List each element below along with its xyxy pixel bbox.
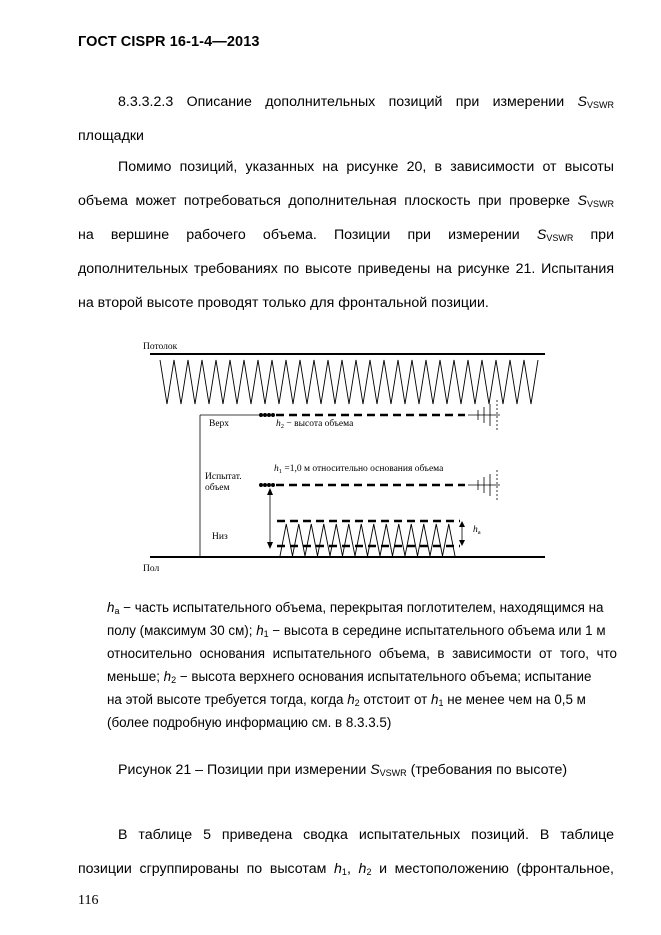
h2-antenna <box>468 400 500 430</box>
body1-line3-symbol: S <box>536 227 547 243</box>
ha-label: $h_a$ <box>473 525 481 536</box>
body1-line1: Помимо позиций, указанных на рисунке 20, в зависимости от высоты <box>118 159 614 175</box>
volume-label-line2: объем <box>205 483 230 493</box>
floor-label: Пол <box>143 564 160 574</box>
top-label: Верх <box>209 419 230 429</box>
h2-annotation: $h_2$ − высота объема <box>276 419 354 430</box>
section-title-text: Описание дополнительных позиций при измерении <box>186 94 565 110</box>
body1-line4: дополнительных требованиях по высоте приведены на рисунке 21. Испытания <box>78 261 614 277</box>
symbol-sub: VSWR <box>586 100 614 110</box>
page-number: 116 <box>78 893 99 908</box>
caption-line1: $h_a$ − часть испытательного объема, перекрытая поглотителем, находящимся на <box>107 600 604 616</box>
ceiling-label: Потолок <box>143 342 178 352</box>
caption-line5: на этой высоте требуется тогда, когда $h_2$ отстоит от $h_1$ не менее чем на 0,5 м <box>107 692 586 708</box>
body1-line3-post: при <box>590 227 614 243</box>
section-number: 8.3.3.2.3 <box>118 94 174 110</box>
h1-antenna <box>468 470 500 500</box>
caption-line4: меньше; $h_2$ − высота верхнего основания испытательного объема; испытание <box>107 669 592 685</box>
caption-line6: (более подробную информацию см. в 8.3.3.5) <box>107 715 392 730</box>
h1-dimension-arrow <box>267 488 273 549</box>
h2-position <box>259 413 465 417</box>
symbol-s: S <box>577 94 587 110</box>
section-heading-line2: площадки <box>78 128 144 144</box>
body2-line1: В таблице 5 приведена сводка испытательных позиций. В таблице <box>118 827 614 843</box>
body1-line2-sub: VSWR <box>587 199 614 209</box>
caption-line3: относительно основания испытательного объема, в зависимости от того, что <box>107 646 617 661</box>
body1-line2-text: объема может потребоваться дополнительная плоскость при проверке <box>78 193 570 209</box>
height-positions-diagram <box>0 330 661 580</box>
ha-dimension <box>459 521 465 546</box>
h1-annotation: $h_1 =1,0$ м относительно основания объема <box>274 464 444 475</box>
body2-line2: позиции сгруппированы по высотам $h_1$, $h_2$ и местоположению (фронтальное, <box>78 861 614 877</box>
document-header: ГОСТ CISPR 16-1-4—2013 <box>78 34 260 50</box>
caption-line2: полу (максимум 30 см); $h_1$ − высота в середине испытательного объема или 1 м <box>107 623 606 639</box>
body1-line2-symbol: S <box>577 193 587 209</box>
ceiling-absorbers <box>160 360 538 404</box>
h1-position <box>259 483 465 487</box>
floor-absorbers <box>280 524 455 556</box>
section-heading-line1 <box>78 86 614 123</box>
body1-line3-text: на вершине рабочего объема. Позиции при измерении <box>78 227 520 243</box>
body1-line5: на второй высоте проводят только для фронтальной позиции. <box>78 295 489 311</box>
body1-line3-sub: VSWR <box>546 233 574 243</box>
body1-line2 <box>78 185 614 222</box>
volume-label-line1: Испытат. <box>205 472 242 482</box>
bottom-label: Низ <box>212 532 228 542</box>
figure-title: Рисунок 21 – Позиции при измерении $S_{VSWR}$ (требования по высоте) <box>118 762 568 778</box>
body1-line3 <box>78 219 614 256</box>
